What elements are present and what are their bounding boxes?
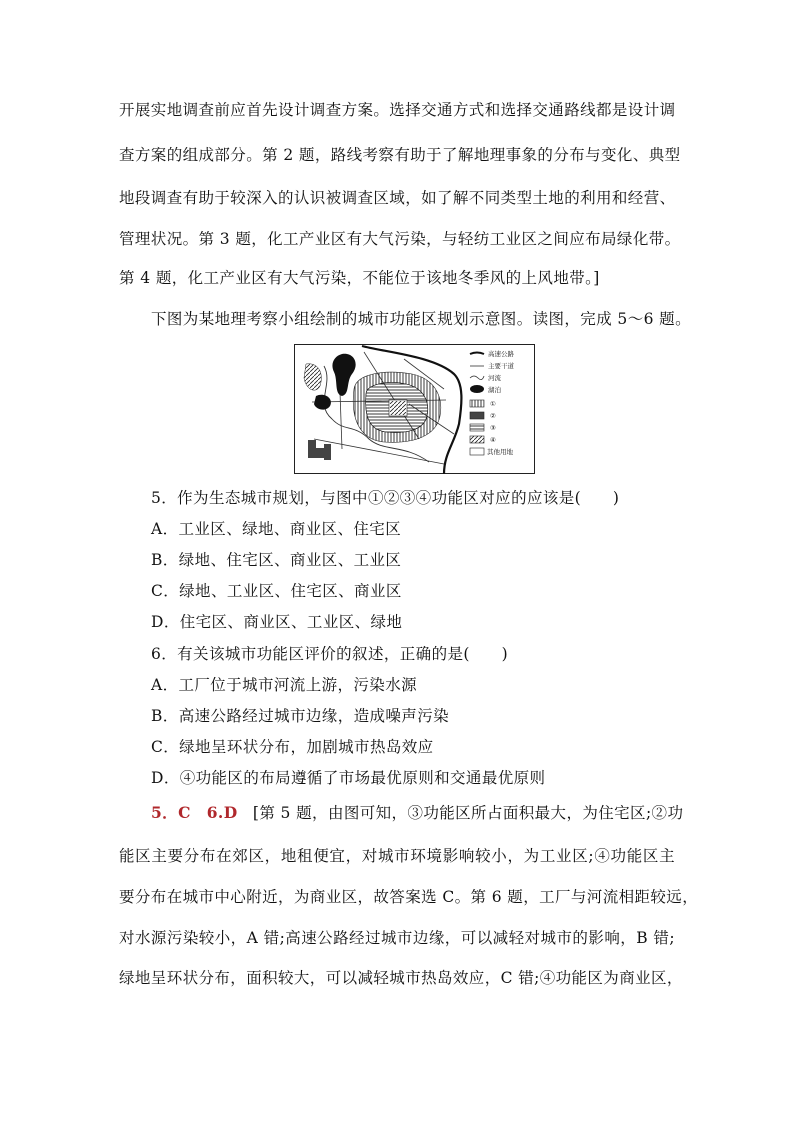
legend-lake-icon xyxy=(470,385,484,393)
paragraph-line: 开展实地调查前应首先设计调查方案。选择交通方式和选择交通路线都是设计调 xyxy=(119,101,676,119)
answer-line: 能区主要分布在郊区，地租便宜，对城市环境影响较小，为工业区;④功能区主 xyxy=(119,847,675,865)
legend-zone1-icon xyxy=(470,400,484,407)
legend-zone4-icon xyxy=(470,436,484,443)
answer-text: [第 5 题，由图可知，③功能区所占面积最大，为住宅区;②功 xyxy=(252,804,684,822)
option-item: A．工业区、绿地、商业区、住宅区 xyxy=(151,520,402,538)
answer-line: 要分布在城市中心附近，为商业区，故答案选 C。第 6 题，工厂与河流相距较远， xyxy=(119,888,699,906)
legend-label: 河流 xyxy=(488,374,501,382)
option-item: A．工厂位于城市河流上游，污染水源 xyxy=(151,676,417,694)
legend-zone2-icon xyxy=(470,412,484,419)
paragraph-line: 第 4 题，化工产业区有大气污染，不能位于该地冬季风的上风地带。] xyxy=(119,269,600,287)
city-zone-map xyxy=(294,344,535,474)
legend-label: 其他用地 xyxy=(487,448,513,456)
zone-4-fill xyxy=(390,401,406,415)
question-stem: 6．有关该城市功能区评价的叙述，正确的是( ) xyxy=(151,645,509,663)
option-item: D．住宅区、商业区、工业区、绿地 xyxy=(151,613,403,631)
question-stem: 5．作为生态城市规划，与图中①②③④功能区对应的应该是( ) xyxy=(151,489,620,507)
option-item: B．绿地、住宅区、商业区、工业区 xyxy=(151,551,402,569)
paragraph-line: 查方案的组成部分。第 2 题，路线考察有助于了解地理事象的分布与变化、典型 xyxy=(119,146,681,164)
legend-label: ③ xyxy=(490,424,496,432)
answer-first-line xyxy=(151,803,683,823)
question-intro: 下图为某地理考察小组绘制的城市功能区规划示意图。读图，完成 5～6 题。 xyxy=(151,310,691,328)
answer-line: 对水源污染较小，A 错;高速公路经过城市边缘，可以减轻对城市的影响，B 错; xyxy=(119,929,675,947)
zone-2-block xyxy=(324,444,331,460)
option-item: D．④功能区的布局遵循了市场最优原则和交通最优原则 xyxy=(151,769,546,787)
zone-2-block xyxy=(308,440,316,458)
legend-label: ① xyxy=(490,400,496,408)
paragraph-line: 管理状况。第 3 题，化工产业区有大气污染，与轻纺工业区之间应布局绿化带。 xyxy=(119,230,681,248)
option-item: C．绿地、工业区、住宅区、商业区 xyxy=(151,582,402,600)
legend-other-icon xyxy=(470,448,484,455)
paragraph-line: 地段调查有助于较深入的认识被调查区域，如了解不同类型土地的利用和经营、 xyxy=(119,189,676,207)
answer-label: 5．C 6.D xyxy=(151,803,238,822)
legend-label: 高速公路 xyxy=(488,350,514,358)
legend-label: 主要干道 xyxy=(488,362,514,370)
legend-zone3-icon xyxy=(470,424,484,431)
option-item: B．高速公路经过城市边缘，造成噪声污染 xyxy=(151,707,449,725)
legend-label: ② xyxy=(490,412,496,420)
option-item: C．绿地呈环状分布，加剧城市热岛效应 xyxy=(151,738,434,756)
answer-line: 绿地呈环状分布，面积较大，可以减轻城市热岛效应，C 错;④功能区为商业区， xyxy=(119,969,683,987)
legend-label: ④ xyxy=(490,436,496,444)
zone-2-block xyxy=(316,448,324,458)
legend-label: 湖泊 xyxy=(488,386,501,394)
